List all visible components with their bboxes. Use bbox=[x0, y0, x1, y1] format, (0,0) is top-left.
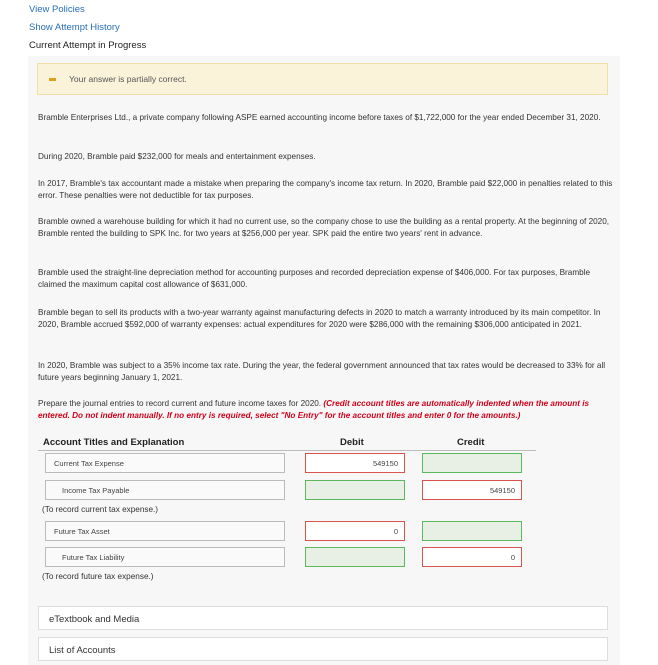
alert-message: Your answer is partially correct. bbox=[69, 74, 187, 84]
show-attempt-history-link[interactable]: Show Attempt History bbox=[29, 22, 120, 33]
instruction-note: (Credit account titles are automatically indented when the amount is entered. Do not indent manually. If no entry is required, select "No Entry" for the account titles and enter 0 for the amounts.) bbox=[38, 399, 590, 420]
account-select-income-tax-payable[interactable]: Income Tax Payable bbox=[45, 480, 285, 500]
partial-icon bbox=[49, 78, 56, 81]
credit-header: Credit bbox=[457, 437, 485, 448]
account-select-current-tax-expense[interactable]: Current Tax Expense bbox=[45, 453, 285, 473]
instruction-main: Prepare the journal entries to record current and future income taxes for 2020. bbox=[38, 399, 322, 408]
credit-input-row-4[interactable]: 0 bbox=[422, 547, 522, 567]
account-select-future-tax-liability[interactable]: Future Tax Liability bbox=[45, 547, 285, 567]
list-of-accounts-button[interactable]: List of Accounts bbox=[38, 637, 608, 661]
problem-paragraph-7: In 2020, Bramble was subject to a 35% income tax rate. During the year, the federal government announced that tax rates would be decreased to 33% for all future years beginning January 1, 2021. bbox=[38, 361, 606, 382]
credit-input-row-2[interactable]: 549150 bbox=[422, 480, 522, 500]
debit-input-row-2[interactable] bbox=[305, 480, 405, 500]
account-select-future-tax-asset[interactable]: Future Tax Asset bbox=[45, 521, 285, 541]
credit-input-row-1[interactable] bbox=[422, 453, 522, 473]
problem-paragraph-2: During 2020, Bramble paid $232,000 for meals and entertainment expenses. bbox=[38, 152, 316, 161]
debit-input-row-1[interactable]: 549150 bbox=[305, 453, 405, 473]
credit-input-row-3[interactable] bbox=[422, 521, 522, 541]
current-attempt-label: Current Attempt in Progress bbox=[29, 40, 147, 51]
current-tax-note: (To record current tax expense.) bbox=[42, 505, 159, 514]
view-policies-link[interactable]: View Policies bbox=[29, 4, 85, 15]
debit-input-row-4[interactable] bbox=[305, 547, 405, 567]
account-titles-header: Account Titles and Explanation bbox=[43, 437, 185, 448]
problem-paragraph-3: In 2017, Bramble's tax accountant made a mistake when preparing the company's income tax return. In 2020, Bramble paid $22,000 in penalties related to this error. These penalties were not deductible for tax purposes. bbox=[38, 179, 613, 200]
problem-paragraph-5: Bramble used the straight-line depreciation method for accounting purposes and recorded depreciation expense of $406,000. For tax purposes, Bramble claimed the maximum capital cost allowance of $631,000. bbox=[38, 268, 591, 289]
instruction-text bbox=[38, 398, 614, 422]
problem-paragraph-1: Bramble Enterprises Ltd., a private company following ASPE earned accounting income before taxes of $1,722,000 for the year ended December 31, 2020. bbox=[38, 113, 601, 122]
problem-paragraph-4: Bramble owned a warehouse building for which it had no current use, so the company chose to use the building as a rental property. At the beginning of 2020, Bramble rented the building to SPK Inc. for two years at $256,000 per year. SPK paid the entire two years' rent in advance. bbox=[38, 217, 610, 238]
future-tax-note: (To record future tax expense.) bbox=[42, 572, 154, 581]
debit-input-row-3[interactable]: 0 bbox=[305, 521, 405, 541]
header-divider bbox=[38, 450, 536, 451]
partial-correct-alert bbox=[37, 63, 608, 95]
debit-header: Debit bbox=[340, 437, 364, 448]
problem-paragraph-6: Bramble began to sell its products with a two-year warranty against manufacturing defects in 2020 to match a warranty introduced by its main competitor. In 2020, Bramble accrued $592,000 of warranty expenses: actual expenditures for 2020 were $286,000 with the remaining $306,000 anticipated in 2021. bbox=[38, 308, 601, 329]
etextbook-and-media-button[interactable]: eTextbook and Media bbox=[38, 606, 608, 630]
